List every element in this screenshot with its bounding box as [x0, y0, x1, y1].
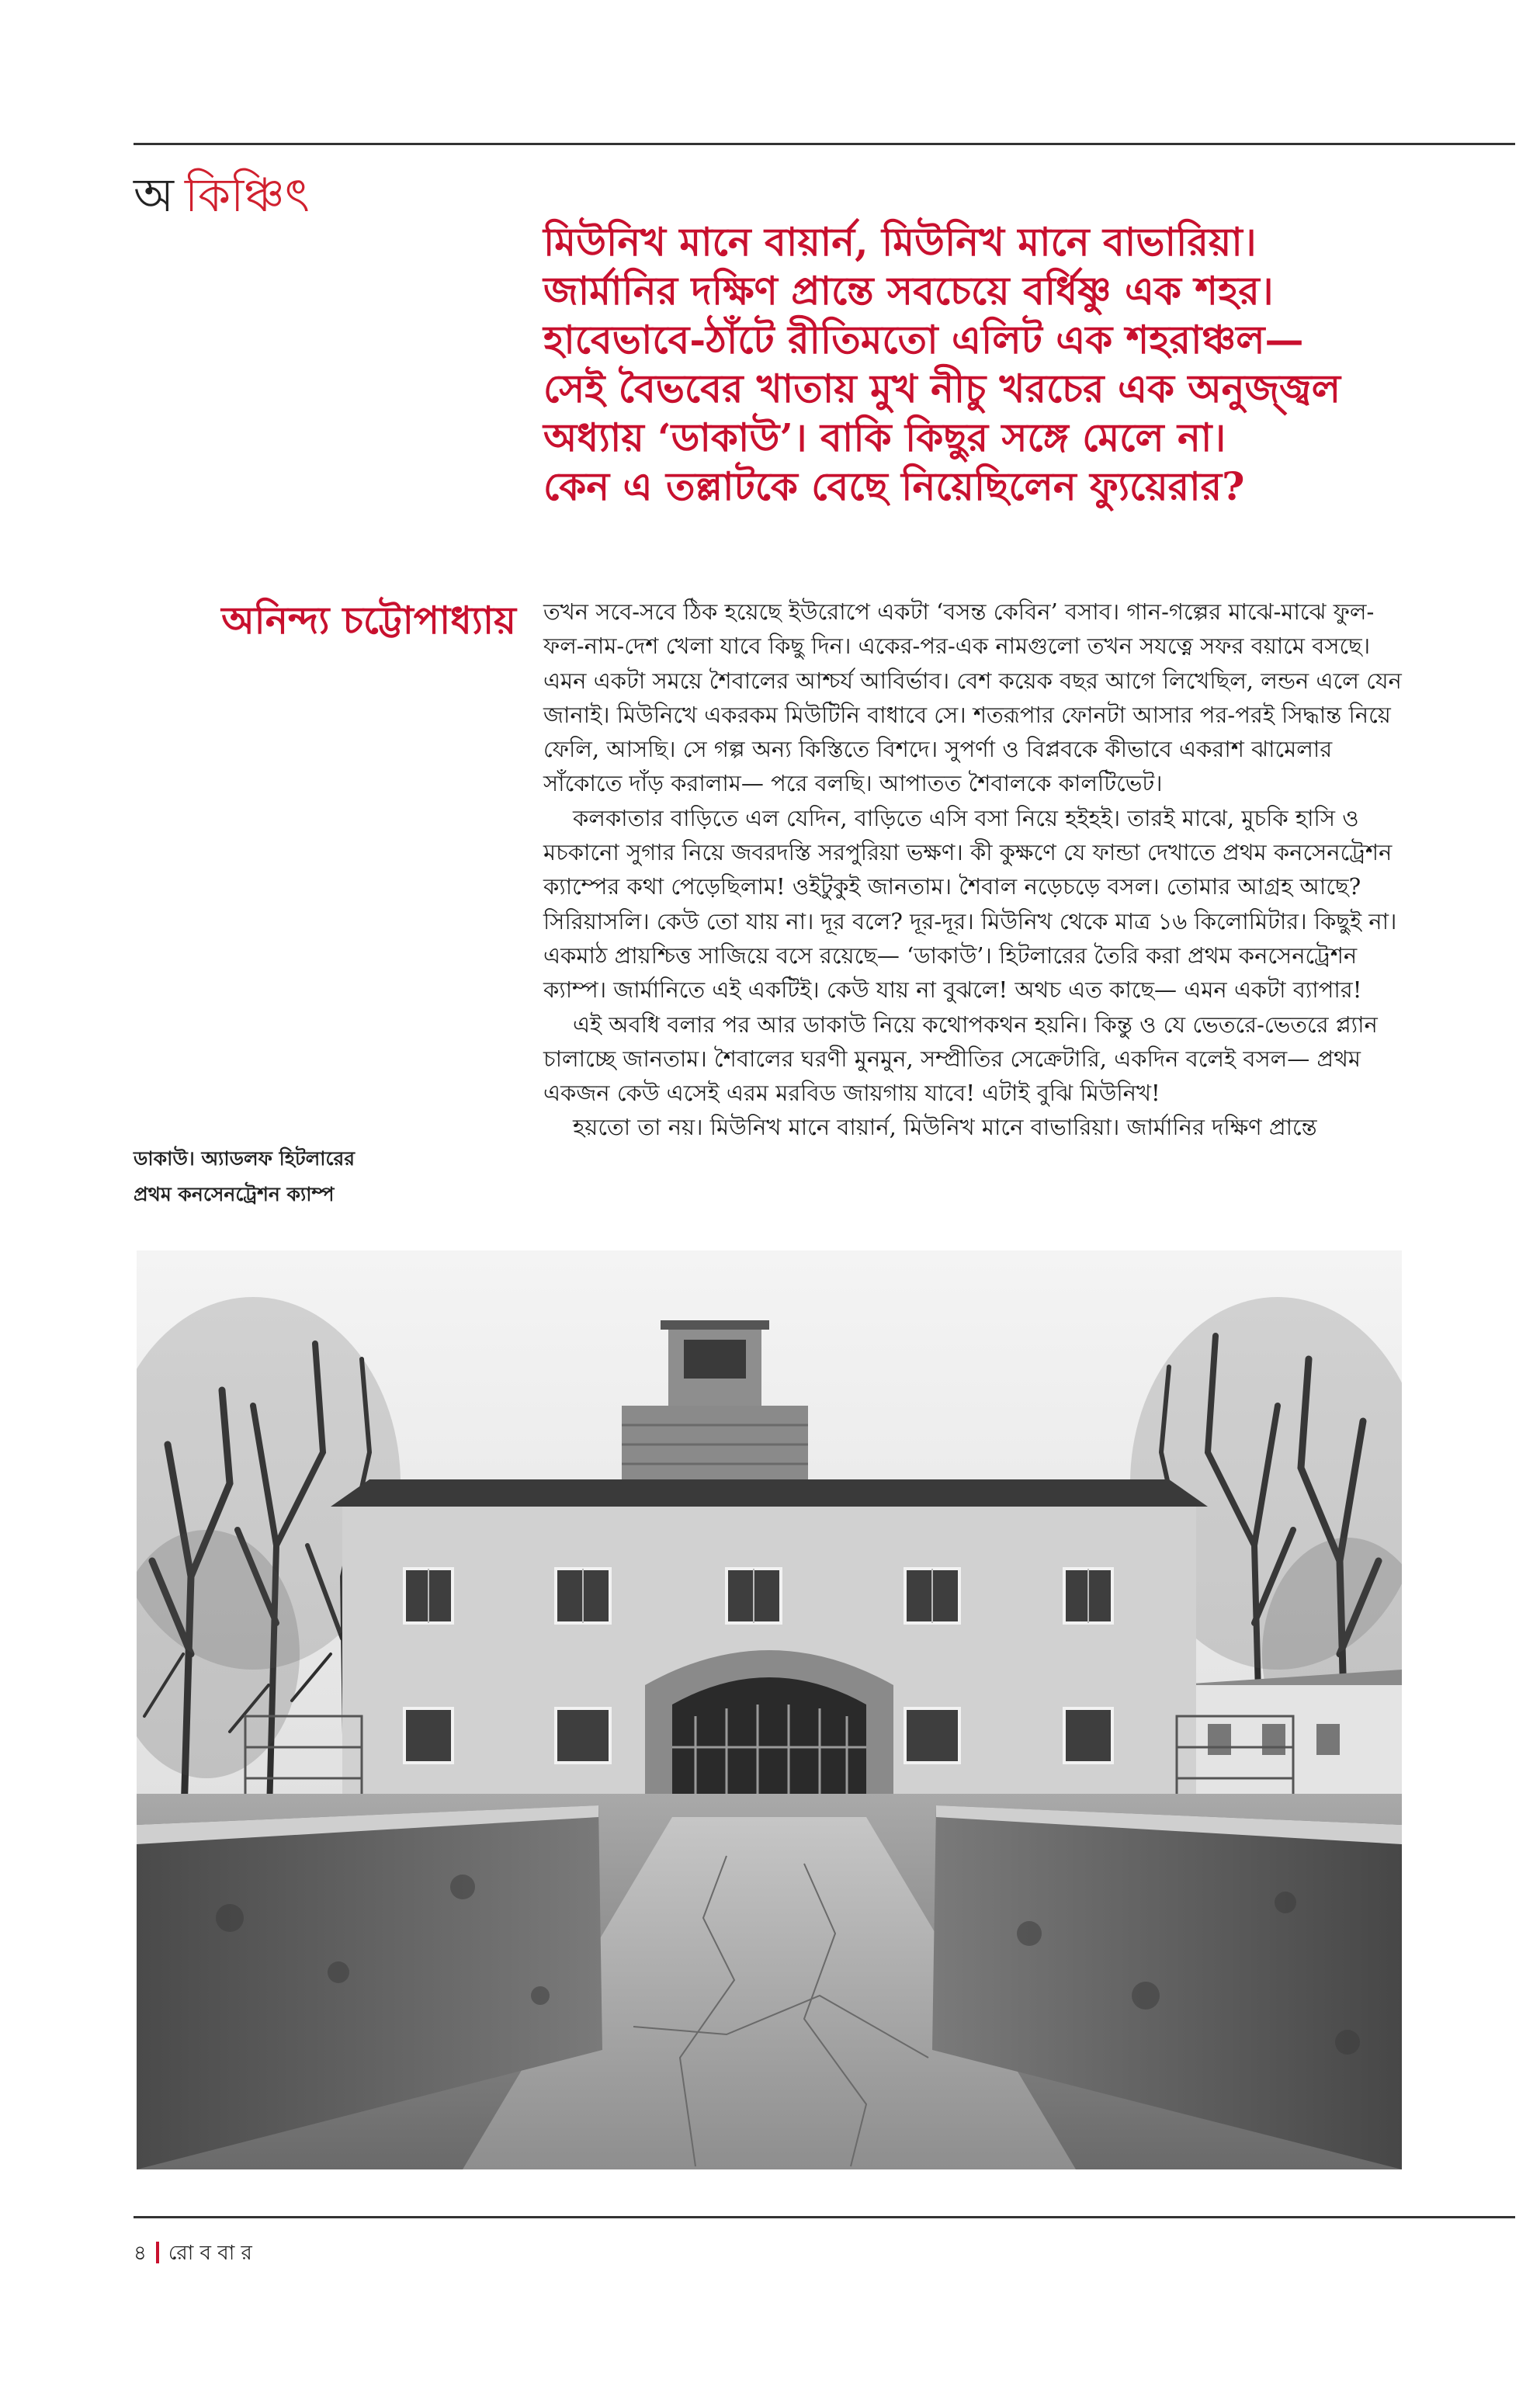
- deck-line: হাবেভাবে-ঠাঁটে রীতিমতো এলিট এক শহরাঞ্চল—: [543, 317, 1304, 362]
- magazine-name: রো ব বা র: [168, 2242, 252, 2265]
- dachau-gatehouse-photo: [137, 1250, 1402, 2169]
- headline-deck: [543, 217, 1506, 511]
- body-paragraph: তখন সবে-সবে ঠিক হয়েছে ইউরোপে একটা ‘বসন্ত কেবিন’ বসাব। গান-গল্পের মাঝে-মাঝে ফুল-ফল-নাম-দেশ খেলা যাবে কিছু দিন। একের-পর-এক নামগুলো তখন সযত্নে সফর বয়ামে বসছে। এমন একটা সময়ে শৈবালের আশ্চর্য আবির্ভাব। বেশ কয়েক বছর আগে লিখেছিল, লন্ডন এলে যেন জানাই। মিউনিখে একরকম মিউটিনি বাধাবে সে। শতরূপার ফোনটা আসার পর-পরই সিদ্ধান্ত নিয়ে ফেলি, আসছি। সে গল্প অন্য কিস্তিতে বিশদে। সুপর্ণা ও বিপ্লবকে কীভাবে একরাশ ঝামেলার সাঁকোতে দাঁড় করালাম— পরে বলছি। আপাতত শৈবালকে কালটিভেট।: [543, 598, 1402, 797]
- body-paragraph: হয়তো তা নয়। মিউনিখ মানে বায়ার্ন, মিউনিখ মানে বাভারিয়া। জার্মানির দক্ষিণ প্রান্তে: [573, 1114, 1317, 1141]
- page-number: ৪: [134, 2242, 147, 2265]
- page-footer: [134, 2237, 252, 2271]
- deck-line: মিউনিখ মানে বায়ার্ন, মিউনিখ মানে বাভারিয়া।: [543, 219, 1257, 265]
- folio-divider: [156, 2242, 159, 2263]
- section-prefix: অ: [134, 168, 174, 223]
- top-rule: [134, 143, 1515, 145]
- caption-line: ডাকাউ। অ্যাডলফ হিটলারের: [134, 1147, 355, 1170]
- deck-line: জার্মানির দক্ষিণ প্রান্তে সবচেয়ে বর্ধিষ্ণু এক শহর।: [543, 268, 1274, 314]
- bottom-rule: [134, 2216, 1515, 2218]
- section-title: কিঞ্চিৎ: [184, 168, 310, 223]
- deck-line: কেন এ তল্লাটকে বেছে নিয়েছিলেন ফ্যুয়েরার?: [543, 463, 1245, 509]
- body-paragraph: কলকাতার বাড়িতে এল যেদিন, বাড়িতে এসি বসা নিয়ে হইহই। তারই মাঝে, মুচকি হাসি ও মচকানো সুগার নিয়ে জবরদস্তি সরপুরিয়া ভক্ষণ। কী কুক্ষণে যে ফান্ডা দেখাতে প্রথম কনসেনট্রেশন ক্যাম্পের কথা পেড়েছিলাম! ওইটুকুই জানতাম। শৈবাল নড়েচড়ে বসল। তোমার আগ্রহ আছে? সিরিয়াসলি। কেউ তো যায় না। দূর বলে? দূর-দূর। মিউনিখ থেকে মাত্র ১৬ কিলোমিটার। কিছুই না। একমাঠ প্রায়শ্চিত্ত সাজিয়ে বসে রয়েছে— ‘ডাকাউ’। হিটলারের তৈরি করা প্রথম কনসেনট্রেশন ক্যাম্প। জার্মানিতে এই একটিই। কেউ যায় না বুঝলে! অথচ এত কাছে— এমন একটা ব্যাপার!: [543, 804, 1397, 1004]
- deck-line: অধ্যায় ‘ডাকাউ’। বাকি কিছুর সঙ্গে মেলে না।: [543, 414, 1226, 460]
- caption-line: প্রথম কনসেনট্রেশন ক্যাম্প: [134, 1183, 335, 1205]
- author-byline: অনিন্দ্য চট্টোপাধ্যায়: [221, 598, 516, 643]
- deck-line: সেই বৈভবের খাতায় মুখ নীচু খরচের এক অনুজ্জ্বল: [543, 366, 1341, 411]
- photo-caption: [134, 1141, 460, 1212]
- article-body: [543, 595, 1405, 1145]
- body-paragraph: এই অবধি বলার পর আর ডাকাউ নিয়ে কথোপকথন হয়নি। কিন্তু ও যে ভেতরে-ভেতরে প্ল্যান চালাচ্ছে জানতাম। শৈবালের ঘরণী মুনমুন, সম্প্রীতির সেক্রেটারি, একদিন বলেই বসল— প্রথম একজন কেউ এসেই এরম মরবিড জায়গায় যাবে! এটাই বুঝি মিউনিখ!: [543, 1011, 1378, 1107]
- section-label: [134, 168, 310, 223]
